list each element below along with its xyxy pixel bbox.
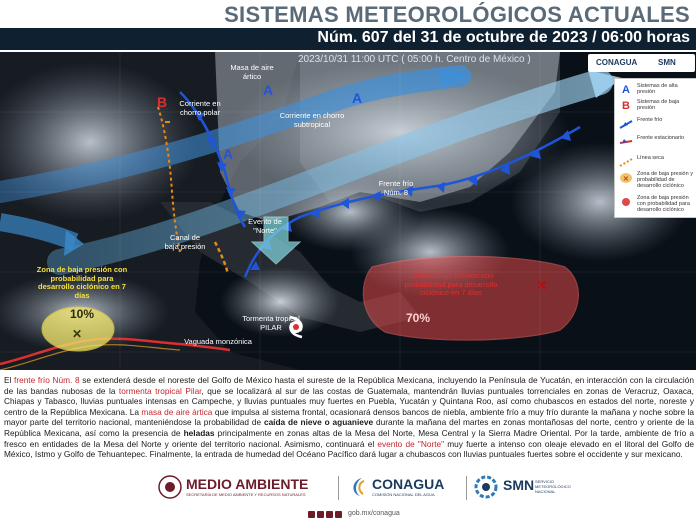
footer-conagua: CONAGUA (372, 476, 445, 492)
footer-smn-sub: SERVICIO METEOROLÓGICO NACIONAL (535, 479, 571, 494)
high-pressure-mark-3: A (223, 146, 234, 162)
cyclone-icon (619, 196, 633, 208)
low-zone-right (363, 256, 578, 340)
high-pressure-mark-1: A (263, 82, 274, 98)
label-monsoon-trough: Vaguada monzónica (184, 337, 252, 346)
map-logo-box (588, 54, 695, 72)
highlight-pilar: tormenta tropical Pilar (118, 385, 202, 396)
label-low-zone-right: Zona de baja presión con probabilidad para desarrollo ciclónico en 7 días (404, 271, 498, 297)
conagua-logo: CONAGUA (596, 58, 638, 67)
svg-text:✕: ✕ (623, 176, 629, 183)
youtube-icon[interactable] (335, 511, 342, 518)
legend-row-high: A Sistemas de alta presión (615, 83, 696, 97)
smn-logo: SMN (658, 58, 676, 67)
high-pressure-mark-2: A (352, 90, 363, 106)
highlight-snow: caída de nieve o aguanieve (263, 417, 374, 428)
page-title: SISTEMAS METEOROLÓGICOS ACTUALES (224, 2, 690, 27)
map-legend (614, 78, 696, 218)
label-tropical-storm: Tormenta tropical PILAR (242, 314, 300, 332)
cold-front-icon (619, 118, 633, 130)
instagram-icon[interactable] (326, 511, 333, 518)
label-polar-jet: Corriente en chorro polar (179, 99, 221, 117)
legend-row-stationary: Frente estacionario (615, 135, 696, 149)
highlight-arctic-mass: masa de aire ártica (141, 406, 213, 417)
low-pressure-mark: B (157, 94, 168, 110)
probability-left: 10% (69, 307, 95, 321)
footer-medio-ambiente: MEDIO AMBIENTE (186, 476, 309, 492)
legend-row-cold-front: Frente frío (615, 117, 696, 131)
bulletin-number: Núm. 607 del 31 de octubre de 2023 / 06:00 horas (317, 29, 690, 46)
highlight-norte: evento de "Norte" (377, 438, 445, 449)
footer-separator-2 (466, 476, 467, 500)
label-subtropical-jet: Corriente en chorro subtropical (279, 111, 345, 129)
dry-line-icon (619, 156, 633, 168)
header (0, 0, 696, 52)
low-zone-right-x: ✕ (536, 277, 548, 293)
facebook-icon[interactable] (308, 511, 315, 518)
highlight-cold-front: frente frío Núm. 8 (14, 375, 80, 385)
legend-row-dry-line: Línea seca (615, 155, 696, 169)
label-cold-front: Frente frío Núm. 8 (378, 179, 414, 197)
low-zone-left-x: ✕ (72, 327, 83, 341)
medio-ambiente-seal-icon (158, 475, 182, 499)
low-pressure-icon: B (622, 100, 630, 112)
twitter-icon[interactable] (317, 511, 324, 518)
label-norte-event: Evento de "Norte" (248, 217, 282, 235)
legend-row-low: B Sistemas de baja presión (615, 99, 696, 113)
probability-right: 70% (405, 311, 431, 325)
high-pressure-icon: A (622, 84, 630, 96)
bulletin-description: El frente frío Núm. 8 se extenderá desde el noreste del Golfo de México hasta el sureste de la República Mexicana, incluyendo la Península de Yucatán, en interacción con la circulación de las bandas nubosas de la tormenta tropical Pilar, que se localizará al sur de las costas de Guatemala, mantendrán lluvias puntuales torrenciales en zonas de Veracruz, Oaxaca, Chiapas y Tabasco, lluvias puntuales intensas en Campeche, y lluvias puntuales muy fuertes en Puebla, Yucatán y Quintana Roo, así como chubascos en estados del norte, noreste y centro de la República Mexicana. La masa de aire ártica que impulsa al sistema frontal, ocasionará densos bancos de niebla, ambiente frío a muy frío durante la mañana y noche sobre la mayor parte del territorio nacional, manteniéndose la probabilidad de caída de nieve o aguanieve durante la mañana del martes en zonas montañosas del norte, centro y oriente de la República Mexicana, así como la presencia de heladas principalmente en zonas altas de la Mesa del Norte, Mesa Central y la Sierra Madre Oriental. Por la tarde, ambiente de frío a fresco en entidades de la Mesa del Norte y oriente del territorio nacional. Asimismo, continuará el evento de "Norte" muy fuerte a intenso con oleaje elevado en el litoral del Golfo de México, Istmo y Golfo de Tehuantepec. Finalmente, la entrada de humedad del Océano Pacífico dará lugar a chubascos con lluvias puntuales fuertes sobre el occidente y sur mexicano. (4, 375, 694, 460)
smn-logo-icon (474, 475, 498, 499)
legend-row-cyclone: Zona de baja presión con probabilidad para desarrollo ciclónico (615, 195, 696, 209)
stationary-front-icon (619, 136, 633, 148)
low-pressure-zone-icon (619, 172, 633, 184)
footer-medio-ambiente-sub: SECRETARÍA DE MEDIO AMBIENTE Y RECURSOS NATURALES (186, 492, 306, 497)
footer-separator-1 (338, 476, 339, 500)
footer-conagua-sub: COMISIÓN NACIONAL DEL AGUA (372, 492, 435, 497)
legend-row-low-zone: ✕ Zona de baja presión y probabilidad de desarrollo ciclónico (615, 171, 696, 185)
conagua-logo-icon (346, 475, 368, 499)
label-arctic-air-mass: Masa de aire ártico (230, 63, 274, 81)
highlight-frost: heladas (183, 427, 215, 438)
label-trough: Canal de baja presión (164, 233, 206, 251)
map-graphics (0, 52, 696, 370)
label-low-zone-left: Zona de baja presión con probabilidad para desarrollo ciclónico en 7 días (36, 265, 128, 300)
footer-smn: SMN (503, 477, 535, 493)
satellite-timestamp: 2023/10/31 11:00 UTC ( 05:00 h. Centro de México ) (298, 54, 531, 65)
satellite-map (0, 52, 696, 370)
footer-url[interactable]: gob.mx/conagua (348, 510, 400, 517)
